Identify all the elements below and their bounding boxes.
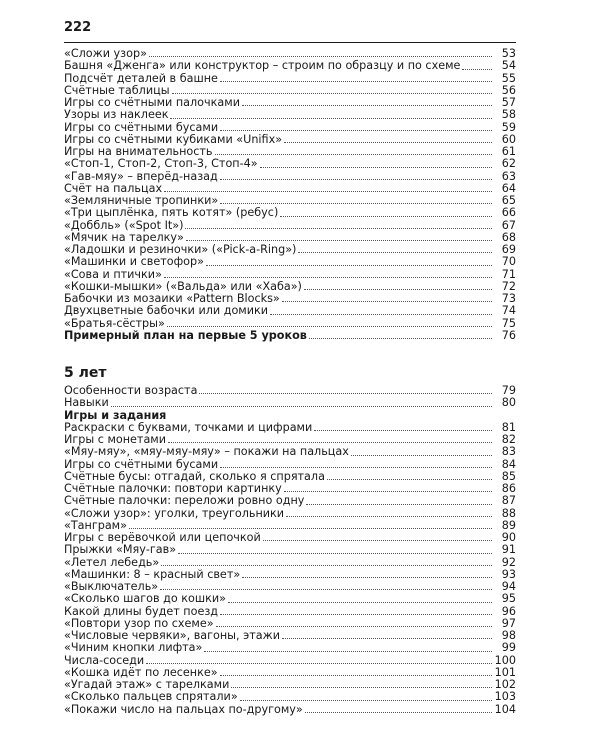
toc-entry-page: 99 (501, 641, 516, 655)
toc-entry-title: «Мячик на тарелку» (64, 230, 184, 244)
toc-entry-title: «Кошка идёт по лесенке» (64, 665, 218, 679)
dot-leader (172, 93, 492, 94)
toc-entry-page: 81 (501, 420, 516, 434)
dot-leader (167, 326, 492, 327)
toc-entry-title: Числа-соседи (64, 653, 145, 667)
dot-leader (111, 406, 492, 407)
toc-entry-title: «Покажи число на пальцах по-другому» (64, 702, 303, 716)
toc-entry-title: Игры со счётными палочками (64, 96, 240, 109)
toc-entry-title: «Летел лебедь» (64, 555, 160, 569)
toc-entry-title: «Доббль» («Spot It») (64, 218, 184, 232)
toc-entry-title: «Выключатель» (64, 580, 159, 593)
toc-entry (64, 508, 516, 520)
toc-entry-page: 64 (501, 181, 516, 195)
toc-entry-page: 74 (501, 304, 516, 318)
dot-leader (240, 700, 492, 701)
toc-entry (64, 109, 516, 121)
dot-leader (220, 467, 492, 468)
toc-entry-page: 83 (501, 445, 516, 459)
toc-entry-page: 67 (501, 218, 516, 232)
dot-leader (160, 589, 492, 590)
toc-entry (64, 397, 516, 409)
toc-entry-page: 58 (501, 108, 516, 122)
toc-entry-title: Раскраски с буквами, точками и цифрами (64, 420, 313, 434)
dot-leader (284, 142, 492, 143)
toc-entry-title: «Кошки-мышки» («Вальда» или «Хаба») (64, 279, 302, 293)
dot-leader (220, 203, 492, 204)
toc-entry-title: «Машинки и светофор» (64, 255, 204, 269)
toc-entry-page: 88 (501, 506, 516, 520)
dot-leader (286, 516, 492, 517)
toc-entry (64, 704, 516, 716)
toc-entry-page: 63 (501, 169, 516, 183)
toc-entry-page: 87 (501, 494, 516, 508)
toc-entry-page: 55 (501, 71, 516, 85)
toc-entry-page: 104 (494, 702, 516, 716)
dot-leader (220, 130, 492, 131)
toc-entry-title: «Три цыплёнка, пять котят» (ребус) (64, 206, 279, 220)
toc-entry-page: 76 (501, 328, 516, 342)
toc-entry (64, 642, 516, 654)
toc-entry-page: 66 (501, 206, 516, 220)
toc-entry-title: Особенности возраста (64, 384, 198, 397)
toc-entry-page: 101 (494, 665, 516, 679)
dot-leader (164, 277, 492, 278)
toc-entry-page: 60 (501, 132, 516, 146)
dot-leader (178, 553, 492, 554)
toc-entry-page: 59 (501, 120, 516, 134)
toc-entry-page: 98 (501, 629, 516, 642)
dot-leader (298, 252, 492, 253)
toc-entry-page: 94 (501, 580, 516, 593)
toc-entry-page: 97 (501, 616, 516, 630)
toc-entry-title: Счётные таблицы (64, 83, 170, 97)
toc-entry-title: Башня «Дженга» или конструктор – строим по образцу и по схеме (64, 59, 461, 73)
dot-leader (282, 638, 492, 639)
toc-entry-page: 73 (501, 292, 516, 305)
toc-entry-title: «Чиним кнопки лифта» (64, 641, 203, 655)
toc-entry-page: 93 (501, 567, 516, 581)
toc-entry-page: 61 (501, 145, 516, 158)
dot-leader (220, 81, 492, 82)
toc-entry-page: 103 (494, 690, 516, 704)
toc-entry-title: «Сложи узор»: уголки, треугольники (64, 506, 285, 520)
dot-leader (164, 191, 492, 192)
toc-entry-page: 57 (501, 96, 516, 109)
dot-leader (146, 663, 492, 664)
toc-entry-page: 100 (494, 653, 516, 667)
toc-entry-page: 62 (501, 157, 516, 171)
section-title: 5 лет (64, 365, 107, 381)
toc-entry-title: Игры со счётными бусами (64, 457, 219, 471)
dot-leader (260, 167, 492, 168)
dot-leader (168, 442, 492, 443)
toc-entry-title: Какой длины будет поезд (64, 604, 219, 618)
toc-entry-title: «Братья-сёстры» (64, 316, 165, 330)
dot-leader (304, 289, 492, 290)
toc-entry-page: 80 (501, 396, 516, 410)
header-rule (64, 42, 516, 43)
toc-entry-title: «Ладошки и резиночки» («Pick-a-Ring») (64, 243, 297, 256)
dot-leader (306, 504, 492, 505)
toc-entry-title: «Стоп-1, Стоп-2, Стоп-3, Стоп-4» (64, 157, 258, 171)
toc-entry-page: 56 (501, 83, 516, 97)
dot-leader (206, 265, 492, 266)
toc-entry (64, 459, 516, 471)
dot-leader (220, 675, 492, 676)
toc-entry-page: 102 (494, 678, 516, 691)
dot-leader (199, 393, 492, 394)
toc-entry-title: «Машинки: 8 – красный свет» (64, 567, 241, 581)
toc-entry (64, 606, 516, 618)
section-subheading: Игры и задания (64, 408, 167, 422)
dot-leader (309, 338, 492, 339)
toc-entry-page: 75 (501, 316, 516, 330)
dot-leader (220, 179, 492, 180)
toc-entry-title: Узоры из наклеек (64, 108, 169, 122)
toc-entry-title: «Числовые червяки», вагоны, этажи (64, 629, 280, 642)
toc-entry (64, 220, 516, 232)
toc-entry-title: Счётные палочки: повтори картинку (64, 482, 282, 495)
toc-entry-title: Двухцветные бабочки или домики (64, 304, 269, 318)
toc-entry-page: 91 (501, 543, 516, 557)
dot-leader (149, 56, 492, 57)
toc-entry-page: 90 (501, 531, 516, 544)
dot-leader (242, 105, 492, 106)
toc-entry-page: 79 (501, 384, 516, 397)
dot-leader (216, 626, 492, 627)
toc-entry (64, 593, 516, 605)
toc-entry-page: 86 (501, 482, 516, 495)
toc-entry (64, 60, 516, 72)
dot-leader (186, 240, 492, 241)
toc-entry-title: Подсчёт деталей в башне (64, 71, 218, 85)
toc-entry-title: «Гав-мяу» – вперёд-назад (64, 169, 218, 183)
toc-entry-title: «Сова и птички» (64, 267, 162, 281)
dot-leader (284, 491, 492, 492)
toc-entry-page: 68 (501, 230, 516, 244)
toc-entry (64, 122, 516, 134)
toc-entry (64, 495, 516, 507)
toc-entry-title: «Танграм» (64, 518, 127, 532)
dot-leader (314, 430, 492, 431)
toc-entry-title: Игры со счётными бусами (64, 120, 219, 134)
toc-entry (64, 171, 516, 183)
toc-entry (64, 158, 516, 170)
toc-entry (64, 207, 516, 219)
dot-leader (129, 528, 492, 529)
dot-leader (305, 712, 492, 713)
dot-leader (204, 651, 492, 652)
toc-entry-title: Бабочки из мозаики «Pattern Blocks» (64, 292, 280, 305)
toc-entry-page: 70 (501, 255, 516, 269)
toc-entry-title: «Угадай этаж» с тарелками (64, 678, 230, 691)
toc-entry-title: Навыки (64, 396, 109, 410)
toc-entry-title: Игры со счётными кубиками «Unifix» (64, 132, 283, 146)
toc-top-list (64, 48, 516, 342)
dot-leader (170, 118, 492, 119)
toc-entry (64, 256, 516, 268)
toc-entry (64, 385, 516, 397)
toc-section-5-years (64, 357, 516, 716)
toc-entry-title: Примерный план на первые 5 уроков (64, 328, 307, 342)
toc-entry (64, 655, 516, 667)
toc-entry (64, 691, 516, 703)
dot-leader (270, 314, 492, 315)
toc-entry (64, 557, 516, 569)
toc-entry-page: 72 (501, 279, 516, 293)
dot-leader (263, 540, 492, 541)
toc-entry-title: Счёт на пальцах (64, 181, 163, 195)
toc-entry-title: Игры с верёвочкой или цепочкой (64, 531, 261, 544)
dot-leader (220, 614, 492, 615)
toc-entry-page: 85 (501, 469, 516, 483)
dot-leader (282, 301, 492, 302)
dot-leader (280, 216, 492, 217)
toc-entry-title: Игры на внимательность (64, 145, 213, 158)
dot-leader (161, 565, 492, 566)
toc-entry-page: 69 (501, 243, 516, 256)
toc-entry-page: 54 (501, 59, 516, 73)
section-items-list (64, 422, 516, 716)
dot-leader (215, 154, 492, 155)
dot-leader (327, 479, 492, 480)
toc-entry-title: «Сложи узор» (64, 47, 147, 60)
toc-entry-title: «Мяу-мяу», «мяу-мяу-мяу» – покажи на пальцах (64, 445, 349, 459)
toc-entry (64, 446, 516, 458)
toc-entry-page: 92 (501, 555, 516, 569)
toc-entry (64, 73, 516, 85)
toc-entry-title: «Сколько пальцев спрятали» (64, 690, 238, 704)
dot-leader (231, 687, 492, 688)
toc-entry (64, 269, 516, 281)
toc-entry-title: «Повтори узор по схеме» (64, 616, 214, 630)
dot-leader (351, 455, 492, 456)
toc-entry (64, 318, 516, 330)
toc-entry-title: Счётные палочки: переложи ровно одну (64, 494, 305, 508)
toc-entry-page: 53 (501, 47, 516, 60)
dot-leader (185, 228, 492, 229)
dot-leader (462, 69, 492, 70)
toc-entry-title: «Сколько шагов до кошки» (64, 592, 226, 606)
toc-entry-page: 82 (501, 433, 516, 446)
toc-entry-page: 71 (501, 267, 516, 281)
toc-entry-page: 96 (501, 604, 516, 618)
dot-leader (228, 602, 492, 603)
dot-leader (242, 577, 492, 578)
toc-entry-title: Счётные бусы: отгадай, сколько я спрятала (64, 469, 325, 483)
toc-entry-page: 84 (501, 457, 516, 471)
toc-entry-page: 65 (501, 194, 516, 207)
toc-entry (64, 330, 516, 342)
toc-entry-page: 95 (501, 592, 516, 606)
section-intro-list (64, 385, 516, 410)
toc-entry-title: Прыжки «Мяу-гав» (64, 543, 177, 557)
toc-entry-page: 89 (501, 518, 516, 532)
toc-entry (64, 305, 516, 317)
page-number: 222 (64, 20, 92, 35)
toc-entry-title: Игры с монетами (64, 433, 167, 446)
toc-entry (64, 544, 516, 556)
toc-entry-title: «Земляничные тропинки» (64, 194, 219, 207)
